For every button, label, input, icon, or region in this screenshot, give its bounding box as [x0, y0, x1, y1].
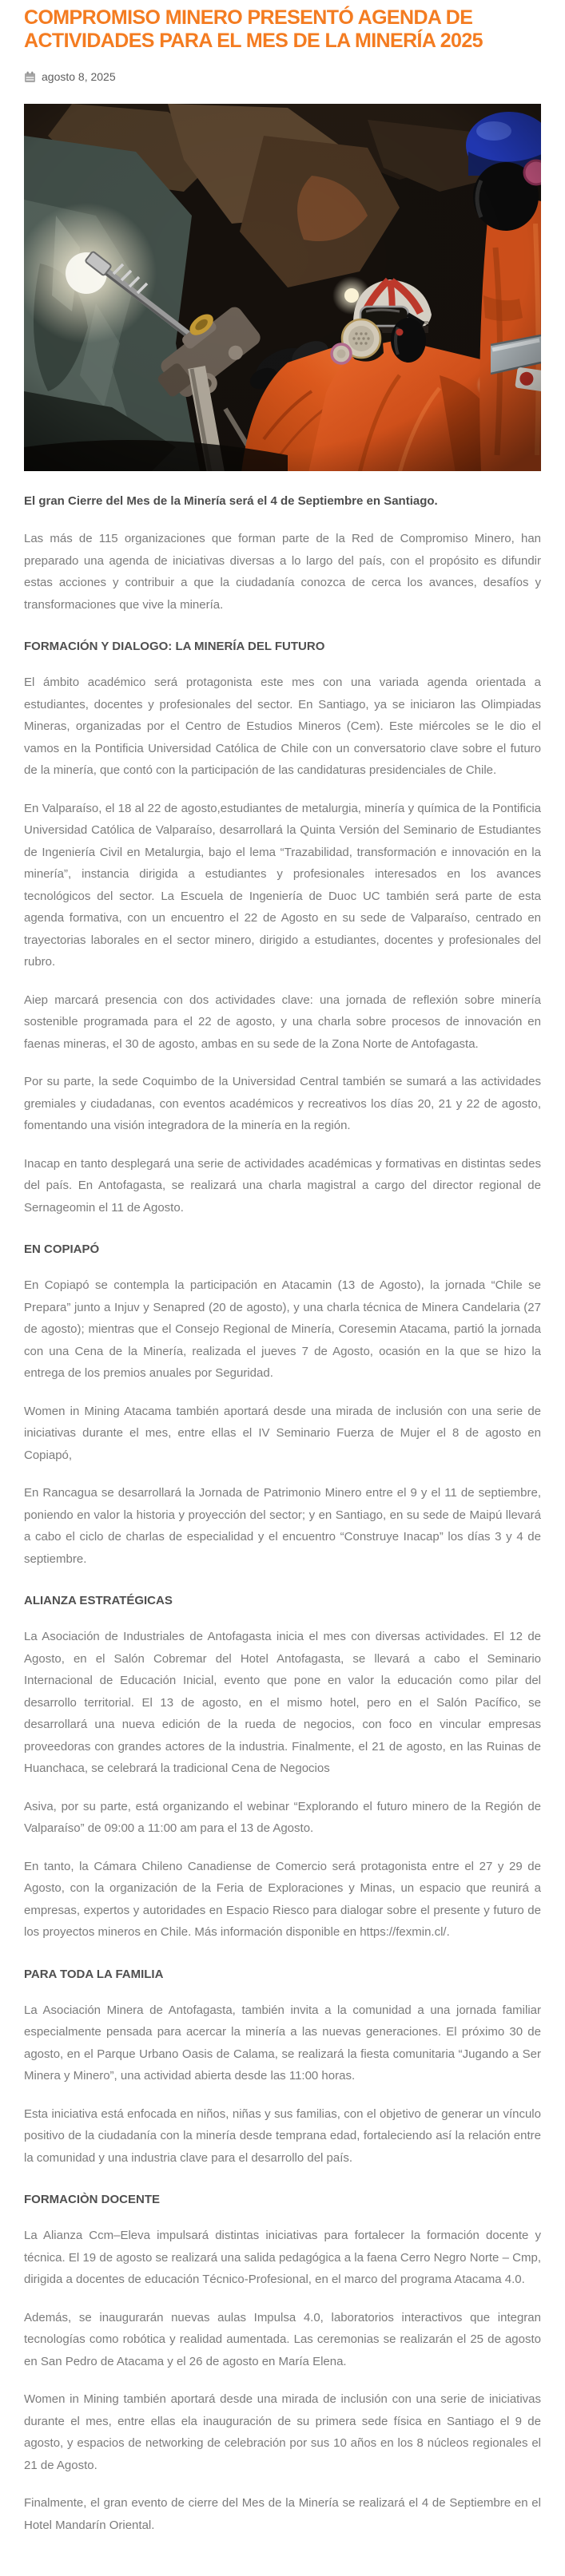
section-heading-formacion-y-dialogo: FORMACIÓN Y DIALOGO: LA MINERÍA DEL FUTURO	[24, 640, 325, 653]
article-date-row	[24, 70, 541, 83]
article-paragraph: En tanto, la Cámara Chileno Canadiense de Comercio será protagonista entre el 27 y 29 de Agosto, con la organización de la Feria de Exploraciones y Minas, un espacio que reunirá a empresas, expertos y autoridades en Espacio Riesco para dialogar sobre el presente y futuro de los proyectos mineros en Chile. Más información disponible en https://fexmin.cl/.	[24, 1859, 541, 1939]
article-paragraph: Finalmente, el gran evento de cierre del Mes de la Minería se realizará el 4 de Septiembre en el Hotel Mandarín Oriental.	[24, 2496, 541, 2532]
article-paragraph: Women in Mining Atacama también aportará desde una mirada de inclusión con una serie de iniciativas durante el mes, entre ellas el IV Seminario Fuerza de Mujer el 8 de agosto en Copiapó,	[24, 1404, 541, 1462]
article-paragraph: Por su parte, la sede Coquimbo de la Universidad Central también se sumará a las actividades gremiales y ciudadanas, con eventos académicos y recreativos los días 20, 21 y 22 de agosto, fomentando una visión integradora de la minería en la región.	[24, 1075, 541, 1132]
hero-image	[24, 104, 541, 471]
article-paragraph: Aiep marcará presencia con dos actividades clave: una jornada de reflexión sobre minería sostenible programada para el 22 de agosto, y una charla sobre procesos de innovación en faenas mineras, el 30 de agosto, ambas en su sede de la Zona Norte de Antofagasta.	[24, 993, 541, 1051]
article-paragraph: La Alianza Ccm–Eleva impulsará distintas iniciativas para fortalecer la formación docente y técnica. El 19 de agosto se realizará una salida pedagógica a la faena Cerro Negro Norte – Cmp, dirigida a docentes de educación Técnico-Profesional, en el marco del programa Atacama 4.0.	[24, 2229, 541, 2286]
section-heading-alianza-estrategicas: ALIANZA ESTRATÉGICAS	[24, 1594, 173, 1607]
calendar-icon	[24, 71, 36, 83]
article-paragraph: Además, se inaugurarán nuevas aulas Impulsa 4.0, laboratorios interactivos que integran tecnologías como robótica y realidad aumentada. Las ceremonias se realizarán el 25 de agosto en San Pedro de Atacama y el 26 de agosto en María Elena.	[24, 2310, 541, 2368]
article-paragraph: Women in Mining también aportará desde una mirada de inclusión con una serie de iniciativas durante el mes, entre ellas ela inauguración de su primera sede física en Santiago el 9 de agosto, y espacios de networking de celebración por sus 10 años en los 8 núcleos regionales el 21 de Agosto.	[24, 2392, 541, 2472]
section-heading-formacion-docente: FORMACIÒN DOCENTE	[24, 2193, 160, 2206]
section-heading-en-copiapo: EN COPIAPÓ	[24, 1242, 100, 1256]
article-paragraph: La Asociación Minera de Antofagasta, también invita a la comunidad a una jornada familiar especialmente pensada para acercar la minería a las nuevas generaciones. El próximo 30 de agosto, en el Parque Urbano Oasis de Calama, se realizará la fiesta comunitaria “Jugando a Ser Minera y Minero”, una actividad abierta desde las 11:00 horas.	[24, 2003, 541, 2083]
image-caption: El gran Cierre del Mes de la Minería será el 4 de Septiembre en Santiago.	[24, 494, 438, 508]
article-paragraph: La Asociación de Industriales de Antofagasta inicia el mes con diversas actividades. El 12 de Agosto, en el Salón Cobremar del Hotel Antofagasta, se llevará a cabo el Seminario Internacional de Educación Inicial, evento que pone en valor la educación como pilar del desarrollo territorial. El 13 de agosto, en el mismo hotel, pero en el Salón Pacífico, se desarrollará una nueva edición de la rueda de negocios, con foco en vincular empresas proveedoras con grandes actores de la industria. Finalmente, el 21 de agosto, en las Ruinas de Huanchaca, se celebrará la tradicional Cena de Negocios	[24, 1630, 541, 1775]
article-paragraph: El ámbito académico será protagonista este mes con una variada agenda orientada a estudiantes, docentes y profesionales del sector. En Santiago, ya se iniciaron las Olimpiadas Mineras, organizadas por el Centro de Estudios Mineros (Cem). Este miércoles se le dio el vamos en la Pontificia Universidad Católica de Chile con un conversatorio clave sobre el futuro de la minería, que contó con la participación de las candidaturas presidenciales de Chile.	[24, 676, 541, 777]
article-paragraph: En Valparaíso, el 18 al 22 de agosto,estudiantes de metalurgia, minería y química de la Pontificia Universidad Católica de Valparaíso, desarrollará la Quinta Versión del Seminario de Estudiantes de Ingeniería Civil en Metalurgia, bajo el lema “Trazabilidad, transformación e innovación en la minería”, instancia dirigida a estudiantes y profesionales interesados en los avances tecnológicos del sector. La Escuela de Ingeniería de Duoc UC también será parte de esta agenda formativa, con un encuentro el 22 de Agosto en su sede de Valparaíso, centrado en trayectorias laborales en el sector minero, dirigido a estudiantes, docentes y profesionales del rubro.	[24, 801, 541, 969]
article-paragraph: En Copiapó se contempla la participación en Atacamin (13 de Agosto), la jornada “Chile se Prepara” junto a Injuv y Senapred (20 de agosto), y una charla técnica de Minera Candelaria (27 de agosto); mientras que el Consejo Regional de Minería, Coresemin Atacama, partió la jornada con una Cena de la Minería, realizada el jueves 7 de Agosto, ocasión en la que se hizo la entrega de los premios anuales por Seguridad.	[24, 1278, 541, 1380]
mine-photo-illustration	[24, 104, 541, 471]
article-paragraph: En Rancagua se desarrollará la Jornada de Patrimonio Minero entre el 9 y el 11 de septiembre, poniendo en valor la historia y proyección del sector; y en Santiago, en su sede de Maipú llevará a cabo el ciclo de charlas de especialidad y el encuentro “Construye Inacap” los días 3 y 4 de septiembre.	[24, 1486, 541, 1566]
article-paragraph: Asiva, por su parte, está organizando el webinar “Explorando el futuro minero de la Región de Valparaíso” de 09:00 a 11:00 am para el 13 de Agosto.	[24, 1799, 541, 1835]
article-date: agosto 8, 2025	[42, 70, 116, 83]
section-heading-para-toda-la-familia: PARA TODA LA FAMILIA	[24, 1967, 164, 1981]
article-paragraph: Esta iniciativa está enfocada en niños, niñas y sus familias, con el objetivo de generar un vínculo positivo de la ciudadanía con la minería desde temprana edad, fortaleciendo así la relación entre la comunidad y una industria clave para el desarrollo del país.	[24, 2106, 541, 2165]
article-paragraph: Inacap en tanto desplegará una serie de actividades académicas y formativas en distintas sedes del país. En Antofagasta, se realizará una charla magistral a cargo del director regional de Sernageomin el 11 de Agosto.	[24, 1156, 541, 1215]
page-title: COMPROMISO MINERO PRESENTÓ AGENDA DE ACTIVIDADES PARA EL MES DE LA MINERÍA 2025	[24, 6, 483, 52]
article-paragraph: Las más de 115 organizaciones que forman parte de la Red de Compromiso Minero, han preparado una agenda de iniciativas diversas a lo largo del país, con el propósito es difundir estas acciones y contribuir a que la ciudadanía conozca de cerca los avances, desafíos y transformaciones que vive la minería.	[24, 532, 541, 612]
